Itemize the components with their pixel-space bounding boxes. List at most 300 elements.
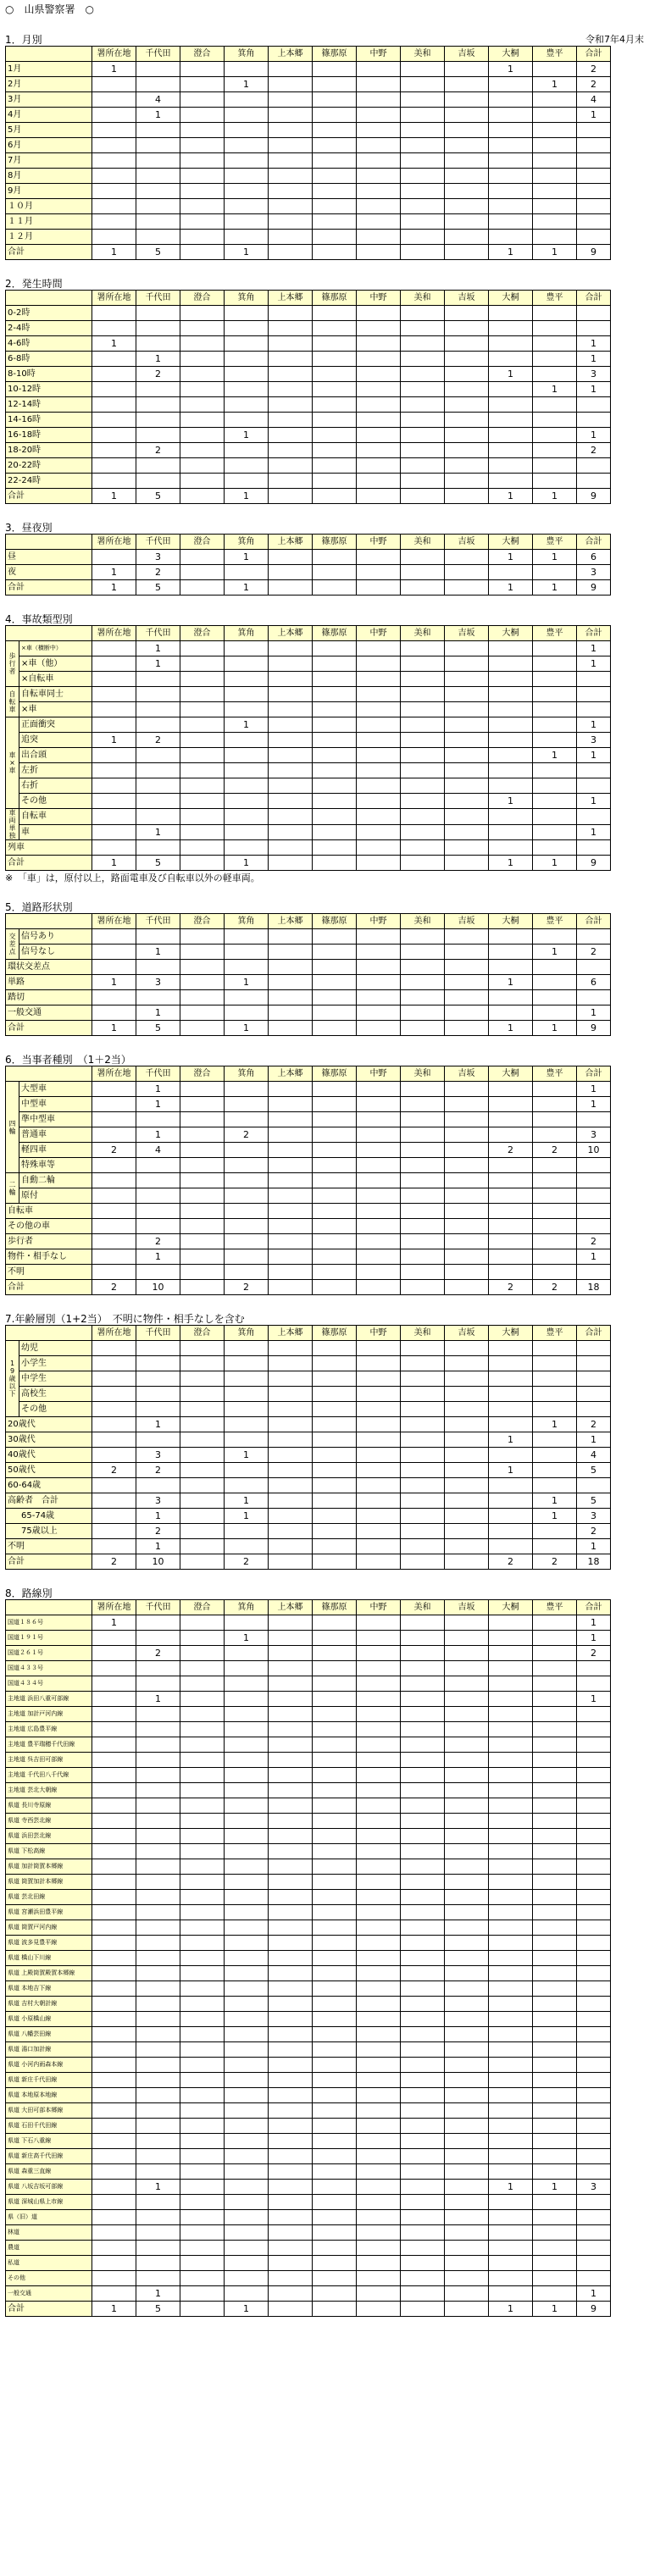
table-cell	[180, 1265, 225, 1280]
table-cell	[269, 1859, 313, 1875]
row-label: 歩行者	[6, 1234, 92, 1249]
table-cell	[577, 1219, 611, 1234]
table-cell	[533, 2134, 577, 2149]
table-cell	[92, 2058, 136, 2073]
table-cell	[533, 2271, 577, 2286]
table-cell	[533, 975, 577, 990]
table-cell	[445, 1997, 489, 2012]
table-row	[6, 1692, 611, 1707]
table-cell: 1	[577, 794, 611, 809]
table-cell	[577, 1798, 611, 1814]
table-cell	[136, 214, 180, 230]
column-header: 大桐	[489, 1326, 533, 1341]
table-cell	[313, 2103, 357, 2119]
table-cell	[92, 1997, 136, 2012]
table-cell	[180, 717, 225, 733]
table-cell	[225, 474, 269, 489]
column-header: 上本郷	[269, 535, 313, 550]
table-cell	[269, 2012, 313, 2027]
table-cell	[225, 824, 269, 840]
table-cell	[313, 717, 357, 733]
table-cell	[445, 413, 489, 428]
table-cell	[357, 1615, 401, 1631]
table-cell	[269, 2256, 313, 2271]
row-label: 2月	[6, 77, 92, 92]
table-cell	[92, 321, 136, 336]
table-cell	[357, 336, 401, 352]
table-cell	[313, 245, 357, 260]
table-cell	[489, 474, 533, 489]
table-cell: 1	[225, 717, 269, 733]
table-cell	[180, 2286, 225, 2302]
table-cell	[577, 1112, 611, 1127]
table-row	[6, 321, 611, 336]
table-cell	[357, 1829, 401, 1844]
table-cell	[225, 169, 269, 184]
table-cell	[180, 1143, 225, 1158]
table-cell	[180, 1615, 225, 1631]
table-cell	[92, 1768, 136, 1783]
table-cell	[225, 2149, 269, 2164]
table-cell	[269, 2027, 313, 2042]
table-row	[6, 748, 611, 763]
table-cell	[136, 1997, 180, 2012]
table-row	[6, 1234, 611, 1249]
table-cell	[357, 641, 401, 656]
table-cell	[445, 108, 489, 123]
table-cell	[136, 2073, 180, 2088]
table-cell: 10	[577, 1143, 611, 1158]
table-cell	[313, 2012, 357, 2027]
table-cell	[401, 1280, 445, 1295]
table-cell	[136, 1753, 180, 1768]
table-cell: 1	[225, 1493, 269, 1509]
table-cell	[180, 1249, 225, 1265]
table-cell: 4	[136, 1143, 180, 1158]
table-cell	[269, 1127, 313, 1143]
table-cell	[136, 672, 180, 687]
table-cell	[357, 2286, 401, 2302]
table-cell	[313, 2286, 357, 2302]
table-cell	[357, 1021, 401, 1036]
footnote: ※ 「車」は，原付以上，路面電車及び自転車以外の軽車両。	[5, 873, 260, 884]
row-label: 車	[19, 824, 92, 840]
table-cell	[313, 1524, 357, 1539]
table-row	[6, 2286, 611, 2302]
row-label: 県道 橋山下川線	[6, 1951, 92, 1966]
table-cell	[225, 733, 269, 748]
table-cell	[401, 367, 445, 382]
table-row	[6, 641, 611, 656]
table-cell	[136, 2088, 180, 2103]
table-cell	[533, 1661, 577, 1676]
table-cell	[136, 1920, 180, 1936]
table-cell	[92, 1692, 136, 1707]
data-table	[5, 1066, 611, 1295]
table-cell	[269, 413, 313, 428]
table-cell	[401, 1875, 445, 1890]
table-cell	[401, 1676, 445, 1692]
table-cell	[92, 1204, 136, 1219]
table-cell	[136, 2225, 180, 2241]
table-cell	[577, 1905, 611, 1920]
table-cell	[401, 2225, 445, 2241]
table-cell	[313, 1905, 357, 1920]
table-cell	[225, 1432, 269, 1448]
table-cell	[401, 1692, 445, 1707]
table-cell	[92, 672, 136, 687]
table-cell: 6	[577, 550, 611, 565]
table-cell	[269, 92, 313, 108]
table-cell	[180, 2119, 225, 2134]
table-cell	[180, 1844, 225, 1859]
table-row	[6, 1676, 611, 1692]
table-cell	[92, 2225, 136, 2241]
column-header: 篠那原	[313, 626, 357, 641]
table-cell	[401, 1661, 445, 1676]
table-cell	[269, 336, 313, 352]
table-cell	[357, 2012, 401, 2027]
table-cell	[225, 1173, 269, 1188]
table-cell	[313, 169, 357, 184]
table-cell: 2	[92, 1554, 136, 1570]
table-cell	[313, 2027, 357, 2042]
table-cell	[577, 2271, 611, 2286]
table-cell	[180, 474, 225, 489]
table-cell	[533, 1707, 577, 1722]
table-cell	[489, 1204, 533, 1219]
table-cell	[269, 2164, 313, 2180]
row-label: 主地道 芸北大朝線	[6, 1783, 92, 1798]
table-cell	[92, 1631, 136, 1646]
table-cell	[269, 809, 313, 825]
table-cell	[269, 1844, 313, 1859]
column-header: 中野	[357, 291, 401, 306]
table-cell	[269, 1143, 313, 1158]
table-cell	[313, 1097, 357, 1112]
table-cell	[577, 123, 611, 138]
table-cell: 1	[225, 1448, 269, 1463]
column-header: 中野	[357, 1600, 401, 1615]
table-cell	[180, 2164, 225, 2180]
table-cell	[401, 458, 445, 474]
row-label: 主地道 呉吉田可部線	[6, 1753, 92, 1768]
table-cell	[445, 1463, 489, 1478]
table-cell	[445, 1676, 489, 1692]
column-header: 豊平	[533, 1066, 577, 1082]
table-cell	[533, 2286, 577, 2302]
table-cell	[577, 214, 611, 230]
table-cell	[357, 990, 401, 1005]
table-cell	[357, 2271, 401, 2286]
table-cell	[445, 929, 489, 945]
table-cell	[136, 717, 180, 733]
table-cell	[445, 1966, 489, 1981]
table-row	[6, 1936, 611, 1951]
table-row	[6, 2073, 611, 2088]
table-cell	[180, 1692, 225, 1707]
table-cell: 1	[577, 1692, 611, 1707]
table-cell	[269, 1966, 313, 1981]
table-cell	[180, 321, 225, 336]
table-cell	[489, 184, 533, 199]
table-cell	[313, 2210, 357, 2225]
table-cell	[180, 458, 225, 474]
table-cell	[269, 1676, 313, 1692]
table-cell	[533, 1432, 577, 1448]
table-cell	[92, 2027, 136, 2042]
table-cell	[269, 717, 313, 733]
table-cell	[180, 656, 225, 672]
row-label: ×車（他）	[19, 656, 92, 672]
table-cell	[489, 929, 533, 945]
table-cell	[401, 1173, 445, 1188]
row-label: 県道 八幡芸田線	[6, 2027, 92, 2042]
table-cell: 1	[136, 352, 180, 367]
table-cell: 5	[577, 1463, 611, 1478]
table-cell	[92, 1371, 136, 1387]
row-label: 準中型車	[19, 1112, 92, 1127]
table-cell	[489, 1173, 533, 1188]
table-cell	[357, 2103, 401, 2119]
table-cell	[445, 1432, 489, 1448]
table-cell	[180, 1631, 225, 1646]
table-cell	[357, 1417, 401, 1432]
table-cell	[533, 1951, 577, 1966]
table-cell: 5	[136, 2302, 180, 2317]
table-cell	[92, 945, 136, 960]
table-cell	[401, 1615, 445, 1631]
table-cell	[313, 1082, 357, 1097]
table-cell	[313, 1341, 357, 1356]
table-cell	[225, 840, 269, 856]
table-cell	[401, 77, 445, 92]
table-cell	[225, 1676, 269, 1692]
table-cell	[445, 2195, 489, 2210]
table-cell	[445, 1402, 489, 1417]
table-row	[6, 1722, 611, 1737]
column-header: 箕角	[225, 535, 269, 550]
table-cell	[225, 1356, 269, 1371]
section-title: 7.年齢層別（1+2当） 不明に物件・相手なしを含む	[5, 1313, 245, 1325]
table-row	[6, 62, 611, 77]
table-cell	[489, 1936, 533, 1951]
header-corner	[6, 535, 92, 550]
table-cell	[577, 474, 611, 489]
table-cell	[401, 1631, 445, 1646]
table-cell	[136, 794, 180, 809]
row-label: 不明	[6, 1265, 92, 1280]
row-label: 県道 本地吉下線	[6, 1981, 92, 1997]
table-cell	[357, 1234, 401, 1249]
table-cell	[533, 2119, 577, 2134]
table-cell	[269, 1204, 313, 1219]
table-cell	[577, 1890, 611, 1905]
table-cell	[357, 321, 401, 336]
table-cell	[269, 1722, 313, 1737]
row-label: その他の車	[6, 1219, 92, 1234]
table-cell	[577, 1341, 611, 1356]
table-cell	[269, 1234, 313, 1249]
table-cell	[92, 397, 136, 413]
row-label: 県道 新庄千代田線	[6, 2073, 92, 2088]
table-cell	[313, 1127, 357, 1143]
table-cell	[489, 1371, 533, 1387]
table-cell	[225, 687, 269, 702]
table-cell	[445, 443, 489, 458]
table-cell	[269, 2180, 313, 2195]
table-cell	[577, 1356, 611, 1371]
row-label: 合計	[6, 1280, 92, 1295]
table-cell: 2	[533, 1280, 577, 1295]
table-cell	[533, 1112, 577, 1127]
table-cell	[489, 1219, 533, 1234]
table-cell	[136, 840, 180, 856]
header-row	[6, 1066, 611, 1082]
table-cell: 2	[136, 1524, 180, 1539]
table-cell	[225, 1814, 269, 1829]
table-cell	[445, 2241, 489, 2256]
table-cell	[269, 990, 313, 1005]
table-cell	[313, 1798, 357, 1814]
table-cell	[577, 2027, 611, 2042]
table-cell	[533, 1097, 577, 1112]
table-cell	[180, 2180, 225, 2195]
table-cell: 2	[136, 1234, 180, 1249]
table-cell	[313, 1554, 357, 1570]
table-cell	[357, 397, 401, 413]
table-cell	[180, 1280, 225, 1295]
table-cell	[533, 1265, 577, 1280]
table-cell	[357, 1966, 401, 1981]
table-cell	[401, 1722, 445, 1737]
table-cell: 2	[533, 1143, 577, 1158]
table-cell	[269, 1814, 313, 1829]
table-cell	[180, 2012, 225, 2027]
row-label: 県道 加計筒賀本郷線	[6, 1859, 92, 1875]
table-cell	[401, 1341, 445, 1356]
table-cell: 5	[136, 856, 180, 871]
table-cell	[489, 1478, 533, 1493]
table-cell	[577, 1875, 611, 1890]
table-cell	[445, 748, 489, 763]
table-cell: 1	[225, 428, 269, 443]
table-cell	[401, 489, 445, 504]
table-cell: 2	[577, 1234, 611, 1249]
table-cell	[180, 1920, 225, 1936]
table-cell	[180, 945, 225, 960]
table-cell	[269, 489, 313, 504]
table-cell	[313, 1402, 357, 1417]
table-cell	[533, 687, 577, 702]
table-cell	[533, 169, 577, 184]
table-cell: 2	[577, 443, 611, 458]
table-row	[6, 1646, 611, 1661]
table-cell	[401, 2058, 445, 2073]
table-cell	[445, 184, 489, 199]
table-cell	[313, 489, 357, 504]
table-cell	[269, 580, 313, 596]
table-cell	[489, 1539, 533, 1554]
row-label: 国道１９１号	[6, 1631, 92, 1646]
table-cell	[489, 1783, 533, 1798]
table-cell	[136, 336, 180, 352]
table-cell	[313, 2134, 357, 2149]
table-cell	[225, 1829, 269, 1844]
table-cell	[533, 474, 577, 489]
table-cell	[180, 2195, 225, 2210]
table-cell	[489, 2027, 533, 2042]
table-cell	[225, 990, 269, 1005]
table-cell	[225, 199, 269, 214]
table-cell: 1	[136, 2180, 180, 2195]
table-cell: 1	[577, 656, 611, 672]
table-cell	[136, 2241, 180, 2256]
table-cell	[225, 2286, 269, 2302]
table-cell	[269, 184, 313, 199]
table-cell	[313, 382, 357, 397]
document-title: ○ 山県警察署 ○	[5, 3, 94, 15]
table-cell	[533, 1539, 577, 1554]
table-cell	[136, 1676, 180, 1692]
row-label: 60-64歳	[6, 1478, 92, 1493]
table-cell	[357, 2073, 401, 2088]
table-cell	[136, 321, 180, 336]
table-cell	[269, 1615, 313, 1631]
data-table	[5, 290, 611, 504]
table-cell	[269, 2225, 313, 2241]
column-header: 上本郷	[269, 1066, 313, 1082]
table-cell	[180, 1097, 225, 1112]
table-cell	[401, 975, 445, 990]
table-cell	[401, 2088, 445, 2103]
table-cell	[136, 2042, 180, 2058]
table-cell: 5	[136, 489, 180, 504]
table-cell	[313, 2073, 357, 2088]
table-cell	[357, 1082, 401, 1097]
table-cell	[269, 138, 313, 153]
table-cell: 1	[489, 62, 533, 77]
table-row	[6, 1371, 611, 1387]
table-cell	[313, 656, 357, 672]
table-cell	[313, 2225, 357, 2241]
table-cell	[136, 123, 180, 138]
table-row	[6, 840, 611, 856]
table-cell	[269, 77, 313, 92]
table-cell	[269, 108, 313, 123]
table-cell	[269, 62, 313, 77]
table-cell	[489, 108, 533, 123]
row-label: 県道 上殿筒賀殿賀本郷線	[6, 1966, 92, 1981]
column-header: 篠那原	[313, 914, 357, 929]
table-cell	[180, 2302, 225, 2317]
table-cell	[489, 1981, 533, 1997]
table-row	[6, 2149, 611, 2164]
table-cell: 10	[136, 1280, 180, 1295]
table-cell	[269, 2195, 313, 2210]
table-cell	[489, 2286, 533, 2302]
table-row	[6, 153, 611, 169]
table-cell	[533, 2042, 577, 2058]
table-cell	[269, 321, 313, 336]
column-header: 合計	[577, 1600, 611, 1615]
table-cell	[92, 1448, 136, 1463]
table-cell	[180, 2058, 225, 2073]
column-header: 吉坂	[445, 535, 489, 550]
table-cell	[136, 1402, 180, 1417]
table-cell	[489, 1112, 533, 1127]
table-cell	[180, 77, 225, 92]
